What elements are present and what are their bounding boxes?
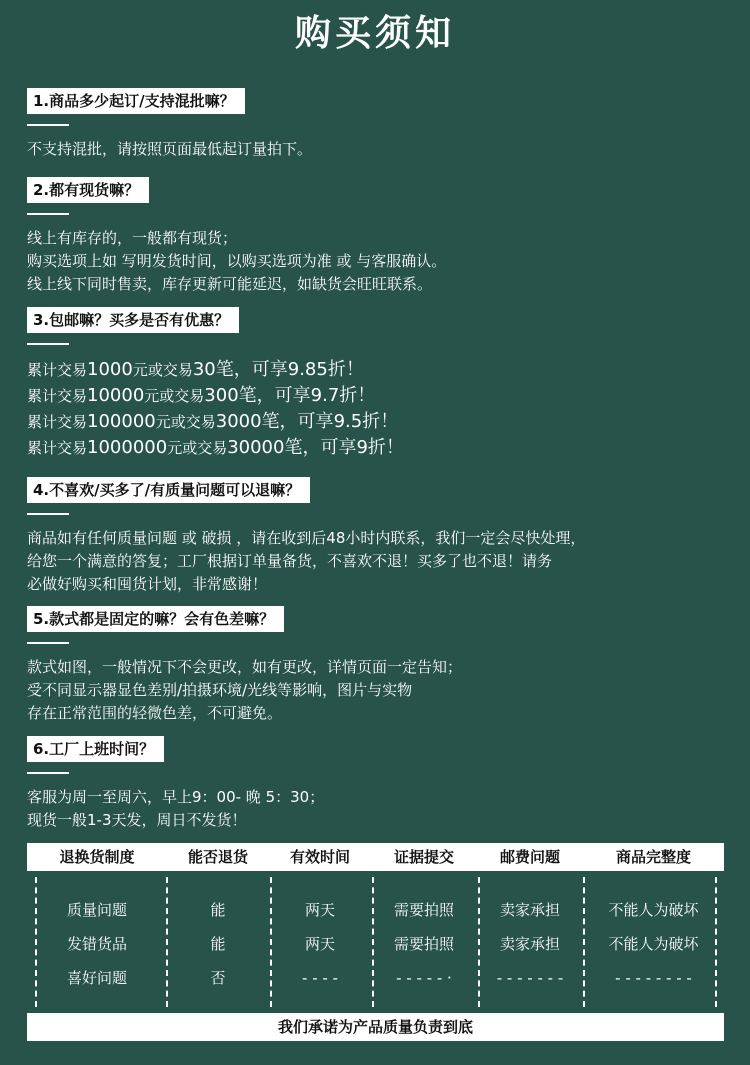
answer-line: 线上线下同时售卖，库存更新可能延迟，如缺货会旺旺联系。: [27, 275, 433, 293]
table-cell: 需要拍照: [393, 901, 454, 919]
table-cell: 喜好问题: [66, 969, 127, 987]
table-row: [27, 929, 724, 959]
table-cell: - - - - - - -: [496, 969, 564, 987]
faq-section-5: [27, 606, 727, 725]
heading-underline: [27, 343, 69, 345]
answer-line: 不支持混批，请按照页面最低起订量拍下。: [27, 140, 313, 158]
faq-section-1: [27, 88, 727, 161]
faq-heading-2: 2.都有现货嘛？: [27, 177, 149, 203]
return-policy-table: [27, 843, 724, 1041]
table-cell: - - - - - - - -: [615, 969, 692, 987]
table-cell: 不能人为破坏: [608, 901, 699, 919]
answer-line: 存在正常范围的轻微色差，不可避免。: [27, 704, 283, 722]
column-header: 证据提交: [393, 848, 454, 866]
table-header-row: [27, 843, 724, 871]
faq-heading-1: 1.商品多少起订/支持混批嘛？: [27, 88, 245, 114]
faq-section-6: [27, 736, 727, 832]
answer-line: 受不同显示器显色差别/拍摄环境/光线等影响，图片与实物: [27, 681, 413, 699]
answer-line: 款式如图，一般情况下不会更改，如有更改，详情页面一定告知；: [27, 658, 463, 676]
answer-line: 商品如有任何质量问题 或 破损 ，请在收到后48小时内联系，我们一定会尽快处理，: [27, 529, 586, 547]
table-cell: 卖家承担: [499, 935, 560, 953]
faq-section-4: [27, 477, 727, 596]
column-header: 能否退货: [187, 848, 248, 866]
quality-promise-banner: 我们承诺为产品质量负责到底: [27, 1013, 724, 1041]
heading-underline: [27, 642, 69, 644]
heading-underline: [27, 513, 69, 515]
heading-underline: [27, 124, 69, 126]
answer-line: 线上有库存的，一般都有现货；: [27, 229, 238, 247]
faq-section-3: [27, 307, 727, 461]
discount-list: [27, 357, 727, 461]
table-cell: 否: [210, 969, 226, 987]
answer-line: 给您一个满意的答复；工厂根据订单量备货，不喜欢不退！买多了也不退！请务: [27, 552, 553, 570]
table-cell: - - - -: [302, 969, 338, 987]
column-header: 商品完整度: [615, 848, 691, 866]
table-cell: - - - - - ·: [396, 969, 452, 987]
column-header: 退换货制度: [59, 848, 135, 866]
table-cell: 卖家承担: [499, 901, 560, 919]
faq-answer-4: [27, 527, 727, 596]
discount-tier: 累计交易1000元或交易30笔，可享9.85折！: [27, 359, 364, 380]
answer-line: 客服为周一至周六，早上9：00- 晚 5：30；: [27, 788, 325, 806]
discount-tier: 累计交易100000元或交易3000笔，可享9.5折！: [27, 411, 399, 432]
table-cell: 能: [210, 935, 226, 953]
table-cell: 需要拍照: [393, 935, 454, 953]
faq-answer-5: [27, 656, 727, 725]
discount-tier: 累计交易10000元或交易300笔，可享9.7折！: [27, 385, 376, 406]
faq-answer-2: [27, 227, 727, 296]
table-row: [27, 895, 724, 925]
faq-section-2: [27, 177, 727, 296]
table-row: [27, 963, 724, 993]
faq-heading-4: 4.不喜欢/买多了/有质量问题可以退嘛？: [27, 477, 310, 503]
column-header: 邮费问题: [499, 848, 560, 866]
heading-underline: [27, 213, 69, 215]
answer-line: 现货一般1-3天发，周日不发货！: [27, 811, 247, 829]
discount-tier: 累计交易1000000元或交易30000笔，可享9折！: [27, 437, 404, 458]
table-cell: 能: [210, 901, 226, 919]
table-cell: 不能人为破坏: [608, 935, 699, 953]
faq-heading-3: 3.包邮嘛？买多是否有优惠？: [27, 307, 239, 333]
column-header: 有效时间: [289, 848, 350, 866]
table-body: [27, 871, 724, 1013]
page-title: 购买须知: [294, 13, 455, 54]
table-cell: 发错货品: [66, 935, 127, 953]
table-cell: 两天: [304, 901, 335, 919]
heading-underline: [27, 772, 69, 774]
faq-answer-6: [27, 786, 727, 832]
faq-heading-6: 6.工厂上班时间？: [27, 736, 164, 762]
table-cell: 质量问题: [66, 901, 127, 919]
faq-answer-1: [27, 138, 727, 161]
table-cell: 两天: [304, 935, 335, 953]
faq-heading-5: 5.款式都是固定的嘛？会有色差嘛？: [27, 606, 284, 632]
answer-line: 必做好购买和囤货计划，非常感谢！: [27, 575, 268, 593]
answer-line: 购买选项上如 写明发货时间，以购买选项为准 或 与客服确认。: [27, 252, 447, 270]
